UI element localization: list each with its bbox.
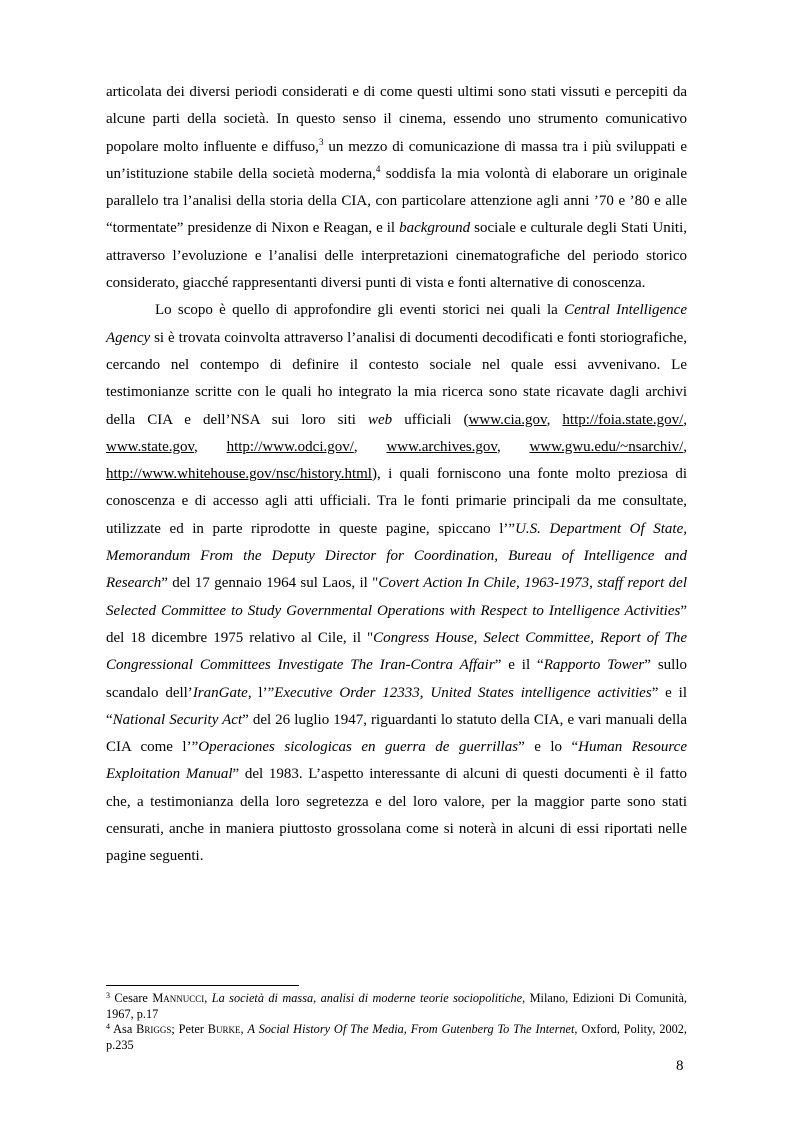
italic-title: Operaciones sicologicas en guerra de guerrillas <box>198 739 519 756</box>
footnote-number: 3 <box>106 991 110 1000</box>
footnote-3 <box>106 991 687 1022</box>
paragraph-1 <box>106 79 687 297</box>
italic-title: Human Resource Exploitation Manual <box>106 739 687 783</box>
author-surname: Briggs <box>136 1022 172 1036</box>
separator: , <box>496 438 530 455</box>
link-foia-state[interactable]: http://foia.state.gov/ <box>562 411 684 428</box>
italic-title: Congress House, Select Committee, Report of The Congressional Committees Investigate The Iran-Contra Affair <box>106 629 687 674</box>
italic-term: background <box>399 220 471 237</box>
footnote-ref-3[interactable]: 3 <box>318 136 324 147</box>
text-run: ufficiali ( <box>392 411 469 428</box>
text-run: Lo scopo è quello di approfondire gli eventi storici nei quali la <box>155 302 565 319</box>
italic-title: U.S. Department Of State, Memorandum From the Deputy Director for Coordination, Bureau of Intelligence and Research <box>106 520 687 592</box>
text-run: articolata dei diversi periodi considerati e di come questi ultimi sono stati vissuti e percepiti da alcune parti della società. In questo senso il cinema, essendo uno strumento comunicativo popolare molto influente e diffuso, <box>106 84 687 155</box>
italic-title: La società di massa <box>211 991 314 1005</box>
italic-title: Rapporto Tower <box>543 657 645 674</box>
text-run: ” del 26 luglio 1947, riguardanti lo statuto della CIA, e vari manuali della CIA come l’” <box>106 711 688 756</box>
text-run: ” e il “ <box>494 657 544 674</box>
link-whitehouse-nsc[interactable]: http://www.whitehouse.gov/nsc/history.html <box>106 466 372 483</box>
text-run: ” del 1983. L’aspetto interessante di alcuni di questi documenti è il fatto che, a testimonianza della loro segretezza e del loro valore, per la maggior parte sono stati censurati, anche in maniera piuttosto grossolana come si noterà in alcuni di essi riportati nelle pagine seguenti. <box>106 766 687 865</box>
text-run: un mezzo di comunicazione di massa tra i più sviluppati e un’istituzione stabile della società moderna, <box>106 138 687 182</box>
footnotes <box>106 991 687 1053</box>
text-run: , Milano, Edizioni Di Comunità, 1967, p.17 <box>106 991 687 1021</box>
footnote-ref-4[interactable]: 4 <box>375 163 381 174</box>
paragraph-2 <box>106 297 687 870</box>
separator: , <box>353 438 387 455</box>
text-run: ” del 17 gennaio 1964 sul Laos, il " <box>161 575 379 592</box>
separator: , <box>194 438 227 455</box>
text-run: Cesare <box>110 991 153 1005</box>
italic-term: IranGate <box>192 684 248 701</box>
text-run: ” e lo “ <box>518 739 579 756</box>
link-cia[interactable]: www.cia.gov <box>468 411 547 428</box>
text-run: ), i quali forniscono una fonte molto preziosa di conoscenza e di accesso agli atti ufficiali. Tra le fonti primarie principali da me consultate, utilizzate ed in parte riprodotte in queste pagine, spiccano l’” <box>106 466 687 537</box>
text-run: ” sullo scandalo dell’ <box>106 657 688 701</box>
author-surname: Burke <box>207 1022 241 1036</box>
text-run: , <box>204 991 212 1005</box>
link-gwu-nsarchiv[interactable]: www.gwu.edu/~nsarchiv/ <box>529 438 684 455</box>
italic-title: Covert Action In Chile, 1963-1973, staff report del Selected Committee to Study Governmental Operations with Respect to Intelligence Activities <box>106 575 687 619</box>
text-run: , l’” <box>247 684 275 701</box>
italic-title: National Security Act <box>112 711 243 728</box>
footnote-number: 4 <box>106 1022 110 1031</box>
separator: , <box>683 438 688 455</box>
link-odci[interactable]: http://www.odci.gov/ <box>226 438 354 455</box>
italic-term: web <box>368 411 393 428</box>
page-number: 8 <box>676 1058 684 1074</box>
italic-title: Executive Order 12333, United States intelligence activities <box>274 684 652 701</box>
text-run: , <box>240 1022 248 1036</box>
separator: , <box>546 411 563 428</box>
text-run: sociale e culturale degli Stati Uniti, attraverso l’evoluzione e l’analisi delle interpretazioni cinematografiche del periodo storico considerato, giacché rappresentanti diversi punti di vista e fonti alternative di conoscenza. <box>106 220 687 292</box>
text-run: ; Peter <box>171 1022 208 1036</box>
text-run: soddisfa la mia volontà di elaborare un originale parallelo tra l’analisi della storia della CIA, con particolare attenzione agli anni ’70 e ’80 e alle “tormentate” presidenze di Nixon e Reagan, e il <box>106 165 687 237</box>
italic-term: Central Intelligence Agency <box>106 302 687 346</box>
footnote-separator <box>106 985 299 986</box>
text-run: si è trovata coinvolta attraverso l’analisi di documenti decodificati e fonti storiografiche, cercando nel contempo di definire il contesto sociale nel quale essi avvenivano. Le testimonianze scritte con le quali ho integrato la mia ricerca sono state ricavate dagli archivi della CIA e dell’NSA sui loro siti <box>106 329 687 428</box>
italic-title: analisi di moderne teorie sociopolitiche <box>320 991 523 1005</box>
link-state[interactable]: www.state.gov <box>106 438 195 455</box>
text-run: ” e il “ <box>106 684 688 728</box>
text-run: , Oxford, Polity, 2002, p.235 <box>106 1022 687 1052</box>
text-run: , <box>313 991 321 1005</box>
text-run: ” del 18 dicembre 1975 relativo al Cile, il " <box>106 602 687 646</box>
italic-title: A Social History Of The Media, From Gutenberg To The Internet <box>247 1022 575 1036</box>
footnote-4 <box>106 1022 687 1053</box>
separator: , <box>683 411 687 428</box>
body-text <box>106 79 687 871</box>
author-surname: Mannucci <box>152 991 205 1005</box>
text-run: Asa <box>110 1022 137 1036</box>
link-archives[interactable]: www.archives.gov <box>386 438 497 455</box>
